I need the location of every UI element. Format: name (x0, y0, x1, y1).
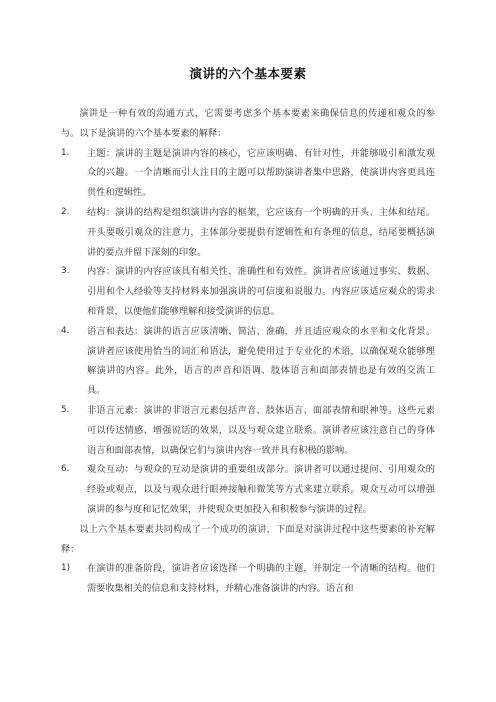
list-item-number: 3. (61, 266, 70, 277)
list-item-text: 主题：演讲的主题是演讲内容的核心，它应该明确、有针对性，并能够吸引和激发观众的兴趣。一个清晰而引人注目的主题可以帮助演讲者集中思路，使演讲内容更具连贯性和逻辑性。 (87, 147, 435, 199)
document-title: 演讲的六个基本要素 (189, 66, 307, 81)
list-item (61, 460, 435, 519)
list-item-text: 语言和表达：演讲的语言应该清晰、简洁、准确，并且适应观众的水平和文化背景。演讲者应该使用恰当的词汇和语法，避免使用过于专业化的术语，以确保观众能够理解演讲的内容。此外，语言的声音和语调、肢体语言和面部表情也是有效的交流工具。 (87, 325, 435, 397)
list-item-number: 2. (61, 206, 70, 217)
list-item-number: 1. (61, 147, 70, 158)
supplement-item (61, 559, 435, 599)
list-item (61, 203, 435, 262)
list-item-number: 5. (61, 404, 70, 415)
document-body (61, 104, 435, 599)
list-item-number: 6. (61, 464, 70, 475)
supplement-item-number: 1) (61, 563, 71, 574)
list-item (61, 401, 435, 460)
intro-paragraph: 演讲是一种有效的沟通方式，它需要考虑多个基本要素来确保信息的传递和观众的参与。以下是演讲的六个基本要素的解释： (61, 108, 435, 139)
list-item-text: 结构：演讲的结构是组织演讲内容的框架，它应该有一个明确的开头、主体和结尾。开头要吸引观众的注意力，主体部分要提供有逻辑性和有条理的信息，结尾要概括演讲的要点并留下深刻的印象。 (87, 206, 435, 258)
list-item (61, 322, 435, 401)
list-item-number: 4. (61, 325, 70, 336)
list-item-text: 非语言元素：演讲的非语言元素包括声音、肢体语言、面部表情和眼神等。这些元素可以传达情感、增强说话的效果，以及与观众建立联系。演讲者应该注意自己的身体语言和面部表情，以确保它们与演讲内容一致并具有积极的影响。 (87, 404, 435, 456)
list-item (61, 262, 435, 321)
summary-paragraph: 以上六个基本要素共同构成了一个成功的演讲，下面是对演讲过程中这些要素的补充解释： (61, 523, 435, 555)
list-item (61, 144, 435, 203)
list-item-text: 内容：演讲的内容应该具有相关性、准确性和有效性。演讲者应该通过事实、数据、引用和个人经验等支持材料来加强演讲的可信度和说服力。内容应该适应观众的需求和背景，以便他们能够理解和接受演讲的信息。 (87, 266, 435, 317)
supplement-item-text: 在演讲的准备阶段，演讲者应该选择一个明确的主题，并制定一个清晰的结构。他们需要收集相关的信息和支持材料，并精心准备演讲的内容。语言和 (87, 563, 435, 595)
list-item-text: 观众互动：与观众的互动是演讲的重要组成部分。演讲者可以通过提问、引用观众的经验或观点，以及与观众进行眼神接触和微笑等方式来建立联系。观众互动可以增强演讲的参与度和记忆效果，并使观众更加投入和积极参与演讲的过程。 (87, 464, 435, 515)
